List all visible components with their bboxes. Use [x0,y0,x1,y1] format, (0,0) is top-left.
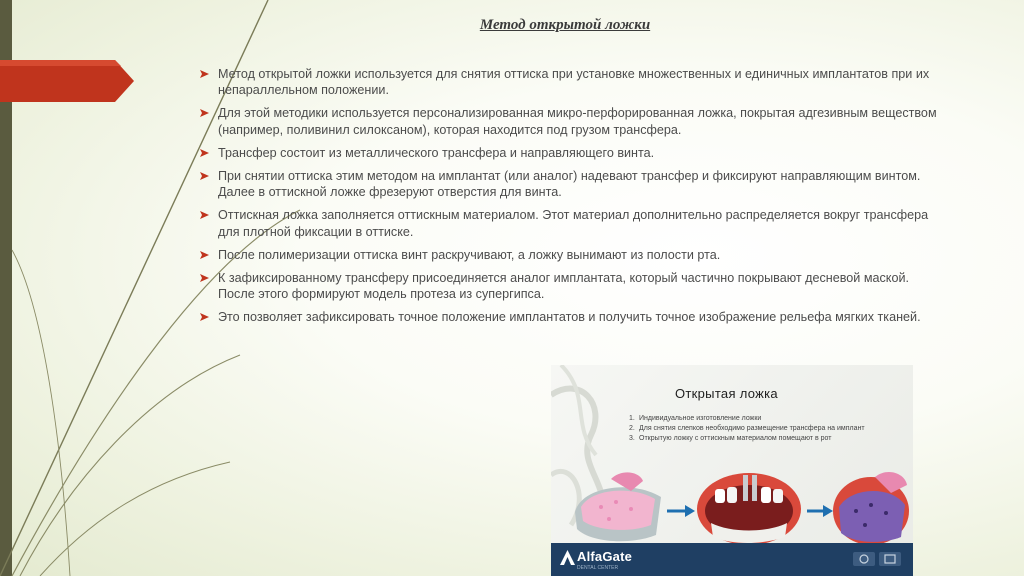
step-number: 1. [629,415,635,422]
step-number: 2. [629,425,635,433]
step-number: 3. [629,435,635,443]
triangle-arrow-bullet-icon [200,251,209,259]
list-item [200,66,945,98]
bullet-text: К зафиксированному трансферу присоединяется аналог имплантата, который частично покрывают десневой маской. После этого формируют модель протеза из супергипса. [218,271,909,302]
brand-logo-subtitle: DENTAL CENTER [577,565,619,571]
list-item [200,309,945,325]
bullet-text: Для этой методики используется персонализированная микро-перфорированная ложка, покрытая адгезивным веществом (например, поливинил силоксаном), которая находится под грузом трансфера. [218,106,937,137]
triangle-arrow-bullet-icon [200,211,209,219]
step-text: Для снятия слепков необходимо размещение трансфера на имплант [639,425,865,433]
bullet-text: При снятии оттиска этим методом на имплантат (или аналог) надевают трансфер и фиксируют направляющим винтом. Далее в оттискной ложке фрезеруют отверстия для винта. [218,169,921,200]
bullet-text: Трансфер состоит из металлического трансфера и направляющего винта. [218,145,655,160]
triangle-arrow-bullet-icon [200,274,209,282]
illustration-title: Открытая ложка [675,386,778,401]
brand-logo-text: AlfaGate [577,549,633,564]
list-item [200,105,945,137]
list-item [629,424,899,433]
dental-procedure-illustrations [571,467,911,547]
mouth-with-transfers-picture [697,473,801,545]
list-item [200,270,945,302]
triangle-arrow-bullet-icon [200,149,209,157]
step-text: Индивидуальное изготовление ложки [639,415,762,422]
bullet-text: Это позволяет зафиксировать точное положение имплантатов и получить точное изображение рельефа мягких тканей. [218,310,921,325]
alfagate-logo-icon [560,550,575,565]
arrow-right-icon [667,505,695,517]
mouth-with-open-tray-picture [833,472,909,545]
bullet-text: Метод открытой ложки используется для снятия оттиска при установке множественных и единичных имплантатов при их непараллельном положении. [218,67,930,98]
list-item [629,434,899,443]
bullet-text: Оттискная ложка заполняется оттискным материалом. Этот материал дополнительно распределяется вокруг трансфера для плотной фиксации в оттиске. [218,208,929,239]
certification-mark-icon [853,552,875,566]
list-item [629,414,899,423]
arrow-right-icon [807,505,833,517]
triangle-arrow-bullet-icon [200,70,209,78]
triangle-arrow-bullet-icon [200,172,209,180]
bullet-list [200,66,945,333]
red-ribbon-arrow [0,60,134,102]
triangle-arrow-bullet-icon [200,109,209,117]
illustration-steps [629,414,899,445]
list-item [200,145,945,161]
list-item [200,247,945,263]
bullet-text: После полимеризации оттиска винт раскручивают, а ложку вынимают из полости рта. [218,247,721,262]
step-text: Открытую ложку с оттискным материалом помещают в рот [639,435,832,443]
impression-tray-picture [575,472,661,541]
open-tray-illustration [551,365,913,576]
illustration-footer [551,543,913,576]
slide-title: Метод открытой ложки [479,17,651,33]
triangle-arrow-bullet-icon [200,313,209,321]
list-item [200,207,945,239]
certification-mark-icon [879,552,901,566]
list-item [200,168,945,200]
